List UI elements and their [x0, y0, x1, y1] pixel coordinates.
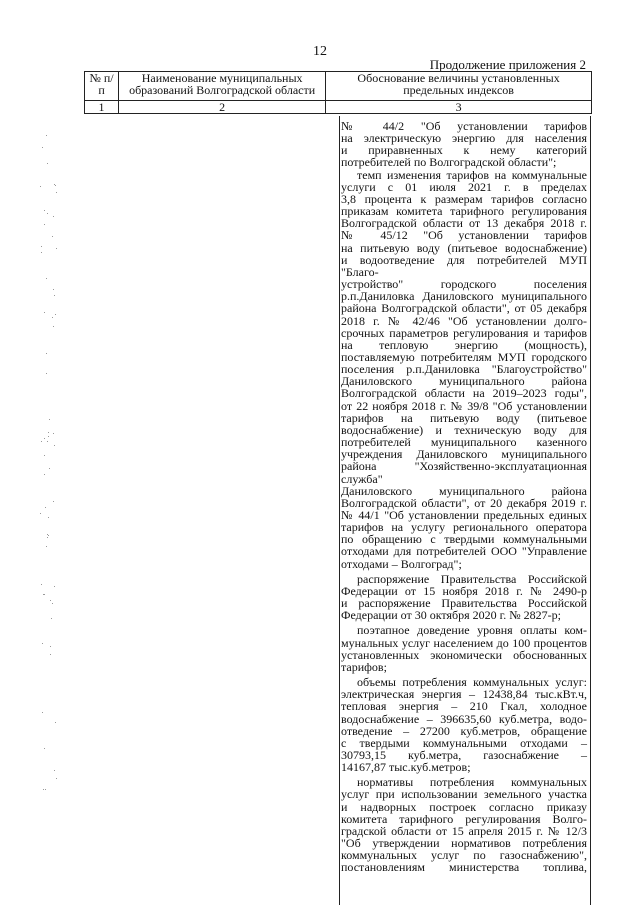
text-line: коммунальных услуг по газоснабжению",: [341, 848, 587, 863]
scan-dots: [40, 130, 58, 820]
text-line: "Об утверждении нормативов потребления: [341, 836, 587, 851]
text-line: 14167,87 тыс.куб.метров;: [341, 760, 471, 775]
text-line: отходами для потребителей ООО "Управление: [341, 544, 587, 559]
text-line: р.п.Даниловка Даниловского муниципального: [341, 289, 587, 304]
text-line: от 22 ноября 2018 г. № 39/8 "Об установлении: [341, 398, 587, 413]
text-line: тарифов на питьевую воду (питьевое: [341, 410, 587, 425]
scan-dot: [56, 192, 57, 193]
scan-dot: [45, 789, 46, 790]
text-line: установленных экономически обоснованных: [341, 647, 587, 662]
page-number: 12: [313, 44, 327, 59]
text-line: распоряжение Правительства Российской: [357, 571, 587, 586]
text-line: и приравненных к нему категорий: [341, 143, 587, 158]
table-header-row: [85, 72, 592, 101]
scan-dot: [54, 770, 55, 771]
scan-dot: [41, 252, 42, 253]
scan-dot: [56, 778, 57, 779]
text-line: Волгоградской области на 2019–2023 годы",: [341, 386, 587, 401]
text-line: поставляемую потребителям МУП городского: [341, 349, 587, 364]
scan-dot: [46, 546, 47, 547]
scan-dot: [50, 646, 51, 647]
scan-dot: [54, 586, 55, 587]
text-line: услуг при использовании земельного участка: [341, 787, 587, 802]
text-line: поэтапное доведение уровня оплаты ком-: [357, 623, 587, 638]
text-line: учреждения Даниловского муниципального: [341, 447, 587, 462]
scan-dot: [45, 507, 46, 508]
scan-dot: [46, 135, 47, 136]
scan-dot: [44, 210, 45, 211]
header-table: [84, 71, 592, 114]
text-line: района Волгоградской области", от 05 декабря: [341, 301, 587, 316]
text-line: 30793,15 куб.метра, газоснабжение –: [341, 747, 587, 762]
scan-dot: [55, 722, 56, 723]
text-line: Федерации от 15 ноября 2018 г. № 2490-р: [341, 583, 587, 598]
text-line: водоснабжение) и техническую воду для: [341, 422, 587, 437]
text-line: тарифов;: [341, 659, 387, 674]
scan-dot: [42, 147, 43, 148]
text-line: объемы потребления коммунальных услуг:: [357, 675, 587, 690]
scan-dot: [46, 278, 47, 279]
scan-dot: [40, 186, 41, 187]
scan-dot: [46, 373, 47, 374]
scan-dot: [56, 248, 57, 249]
text-line: № 44/1 "Об установлении предельных единых: [341, 508, 587, 522]
scan-dot: [52, 603, 53, 604]
text-line: градской области от 15 апреля 2015 г. № 12/3: [341, 823, 587, 838]
text-line: и надворных построек согласно приказу: [341, 799, 587, 814]
scan-dot: [44, 224, 45, 225]
text-line: Федерации от 30 октября 2020 г. № 2827-р;: [341, 608, 562, 623]
scan-dot: [47, 213, 48, 214]
text-line: на тепловую энергию (мощность),: [341, 337, 587, 352]
text-line: отведение – 27200 куб.метров, обращение: [341, 723, 587, 738]
text-line: с твердыми коммунальными отходами –: [341, 735, 587, 750]
scan-dot: [41, 441, 42, 442]
scan-dot: [41, 584, 42, 585]
scan-dot: [52, 317, 53, 318]
scan-dot: [53, 289, 54, 290]
text-line: на электрическую энергию для населения: [341, 131, 587, 146]
scan-dot: [44, 748, 45, 749]
text-line: потребителей по Волгоградской области";: [341, 155, 557, 170]
text-line: Волгоградской области", от 20 декабря 2019 г.: [341, 495, 587, 510]
scan-dot: [44, 455, 45, 456]
text-line: темп изменения тарифов на коммунальные: [357, 167, 587, 182]
header-col-municipality: Наименование муниципальных образований Волгоградской области: [119, 72, 326, 101]
scan-dot: [44, 474, 45, 475]
scan-dot: [54, 445, 55, 446]
scan-dot: [51, 618, 52, 619]
text-line: тарифов на услугу регионального оператора: [341, 520, 587, 535]
text-line: тепловая энергия – 210 Гкал, холодное: [341, 699, 587, 714]
table-number-row: [85, 101, 592, 114]
scan-dot: [53, 501, 54, 502]
text-line: постановлениям министерства топлива,: [341, 860, 587, 875]
scan-dot: [44, 594, 45, 595]
text-line: на питьевую воду (питьевое водоснабжение): [341, 240, 587, 255]
scan-dot: [47, 537, 48, 538]
scan-dot: [55, 185, 56, 186]
scan-dot: [41, 246, 42, 247]
text-line: по обращению с твердыми коммунальными: [341, 532, 587, 547]
scan-dot: [49, 468, 50, 469]
scan-dot: [53, 216, 54, 217]
scan-dot: [42, 712, 43, 713]
scan-dot: [47, 441, 48, 442]
scan-dot: [54, 295, 55, 296]
text-line: Даниловского муниципального района: [341, 483, 587, 498]
scan-dot: [42, 643, 43, 644]
col-number-2: 2: [119, 101, 326, 114]
text-line: Волгоградской области от 13 декабря 2018 г.: [341, 216, 587, 231]
text-line: 2018 г. № 42/46 "Об установлении долго-: [341, 313, 587, 328]
scan-dot: [50, 600, 51, 601]
text-line: 3,8 процента к размерам тарифов согласно: [341, 191, 587, 206]
text-line: приказам комитета тарифного регулирования: [341, 204, 587, 219]
text-line: услуги с 01 июля 2021 г. в пределах: [341, 179, 587, 194]
text-line: и распоряжение Правительства Российской: [341, 596, 587, 611]
text-line: и водоотведение для потребителей МУП "Благо-: [341, 252, 587, 279]
scan-dot: [48, 517, 49, 518]
text-line: № 44/2 "Об установлении тарифов: [341, 119, 587, 133]
scan-dot: [44, 438, 45, 439]
col-number-3: 3: [326, 101, 592, 114]
justification-text: [341, 120, 587, 874]
scan-dot: [43, 789, 44, 790]
scan-dot: [44, 312, 45, 313]
text-line: потребителей муниципального казенного: [341, 435, 587, 450]
scan-dot: [43, 594, 44, 595]
text-line: района "Хозяйственно-эксплуатационная служба": [341, 459, 587, 486]
header-col-number: № п/п: [85, 72, 119, 101]
text-line: Даниловского муниципального района: [341, 374, 587, 389]
scan-dot: [53, 326, 54, 327]
scan-dot: [40, 513, 41, 514]
scan-dot: [48, 535, 49, 536]
scan-dot: [47, 163, 48, 164]
text-line: электрическая энергия – 12438,84 тыс.кВт.ч,: [341, 687, 587, 702]
scan-dot: [48, 436, 49, 437]
scan-dot: [49, 419, 50, 420]
col-number-1: 1: [85, 101, 119, 114]
scan-dot: [46, 353, 47, 354]
text-line: срочных параметров регулирования и тарифов: [341, 325, 587, 340]
text-line: поселения р.п.Даниловка "Благоустройство": [341, 362, 587, 377]
scan-dot: [52, 236, 53, 237]
scan-dot: [55, 314, 56, 315]
scan-dot: [53, 433, 54, 434]
header-col-justification: Обоснование величины установленных предельных индексов: [326, 72, 592, 101]
text-line: мунальных услуг населением до 100 процентов: [341, 635, 587, 650]
text-line: № 45/12 "Об установлении тарифов: [341, 228, 587, 243]
text-line: водоснабжение – 396635,60 куб.метра, водо-: [341, 711, 587, 726]
text-line: устройство" городского поселения: [341, 277, 587, 292]
text-line: нормативы потребления коммунальных: [357, 775, 587, 790]
text-line: отходами – Волгоград";: [341, 556, 462, 571]
continuation-label: Продолжение приложения 2: [429, 57, 586, 72]
scan-dot: [50, 654, 51, 655]
scan-dot: [48, 432, 49, 433]
text-line: комитета тарифного регулирования Волго-: [341, 811, 587, 826]
